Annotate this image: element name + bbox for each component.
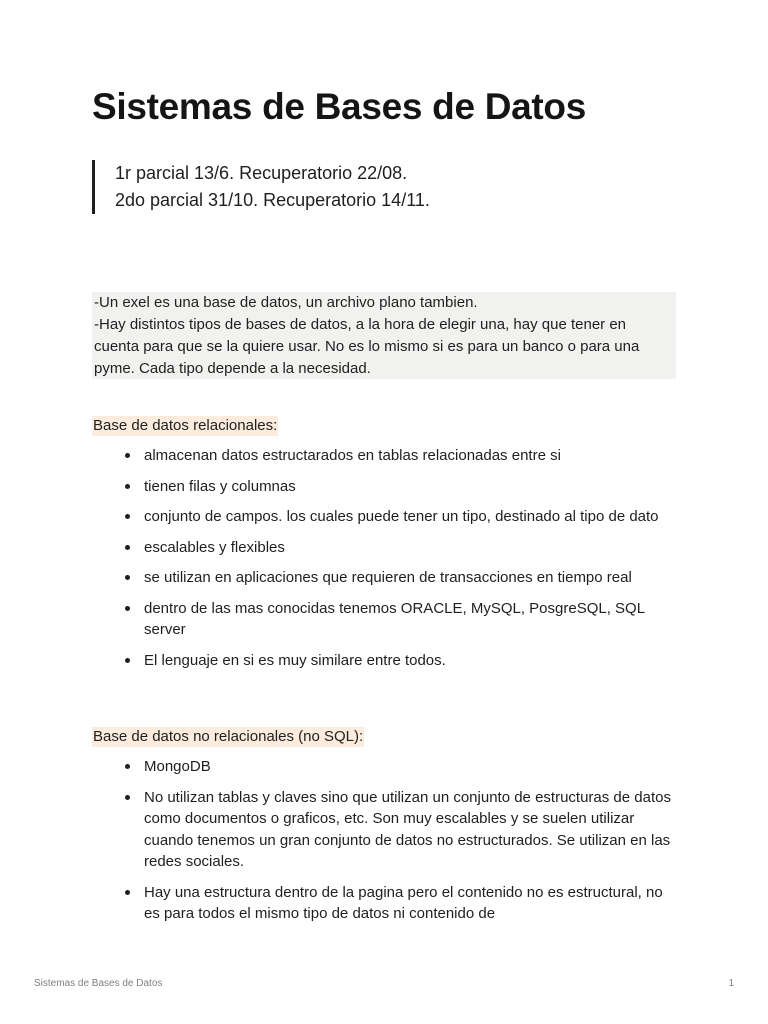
quote-line: 1r parcial 13/6. Recuperatorio 22/08.	[115, 163, 408, 183]
list-item	[92, 787, 682, 873]
footer-doc-title: Sistemas de Bases de Datos	[34, 978, 163, 989]
list-item	[92, 537, 682, 559]
section-heading: Base de datos no relacionales (no SQL):	[93, 728, 364, 745]
list-item-text: almacenan datos estructarados en tablas relacionadas entre si	[144, 447, 561, 464]
bullet-icon	[125, 890, 130, 895]
section-non-relational	[92, 727, 682, 925]
bullet-icon	[125, 658, 130, 663]
list-item	[92, 567, 682, 589]
callout-line: -Hay distintos tipos de bases de datos, a la hora de elegir una, hay que tener en cuenta para que se la quiere usar. No es lo mismo si es para un banco o para una pyme. Cada tipo depende a la necesidad.	[94, 316, 640, 377]
list-item	[92, 756, 682, 778]
list-item	[92, 506, 682, 528]
list-item-text: MongoDB	[144, 758, 211, 775]
bullet-icon	[125, 484, 130, 489]
list-item-text: tienen filas y columnas	[144, 477, 296, 495]
callout-line: -Un exel es una base de datos, un archivo plano tambien.	[94, 294, 478, 311]
list-item-text: El lenguaje en si es muy similare entre todos.	[144, 651, 446, 669]
list-item	[92, 445, 682, 467]
exam-dates-quote	[92, 160, 652, 214]
list-item	[92, 882, 682, 925]
page-title: Sistemas de Bases de Datos	[92, 86, 586, 127]
bullet-icon	[125, 575, 130, 580]
bullet-icon	[125, 514, 130, 519]
section-heading: Base de datos relacionales:	[93, 417, 278, 434]
list-item	[92, 476, 682, 498]
bullet-icon	[125, 545, 130, 550]
list-item-text: dentro de las mas conocidas tenemos ORACLE, MySQL, PosgreSQL, SQL server	[144, 599, 645, 638]
bullet-icon	[125, 606, 130, 611]
quote-line: 2do parcial 31/10. Recuperatorio 14/11.	[115, 190, 430, 210]
footer-page-number: 1	[728, 978, 734, 989]
section-relational	[92, 416, 682, 671]
list-item-text: Hay una estructura dentro de la pagina pero el contenido no es estructural, no es para todos el mismo tipo de datos ni contenido de	[144, 883, 663, 922]
bullet-list	[92, 445, 682, 671]
list-item	[92, 650, 682, 672]
list-item	[92, 598, 682, 641]
bullet-icon	[125, 764, 130, 769]
list-item-text: se utilizan en aplicaciones que requieren de transacciones en tiempo real	[144, 569, 632, 586]
list-item-text: conjunto de campos. los cuales puede tener un tipo, destinado al tipo de dato	[144, 508, 659, 525]
bullet-icon	[125, 795, 130, 800]
bullet-list	[92, 756, 682, 925]
bullet-icon	[125, 453, 130, 458]
list-item-text: escalables y flexibles	[144, 538, 285, 556]
notes-callout	[92, 292, 676, 379]
list-item-text: No utilizan tablas y claves sino que utilizan un conjunto de estructuras de datos como documentos o graficos, etc. Son muy escalables y se suelen utilizar cuando tenemos un gran conjunto de datos no estructurados. Se utilizan en las redes sociales.	[144, 788, 671, 870]
